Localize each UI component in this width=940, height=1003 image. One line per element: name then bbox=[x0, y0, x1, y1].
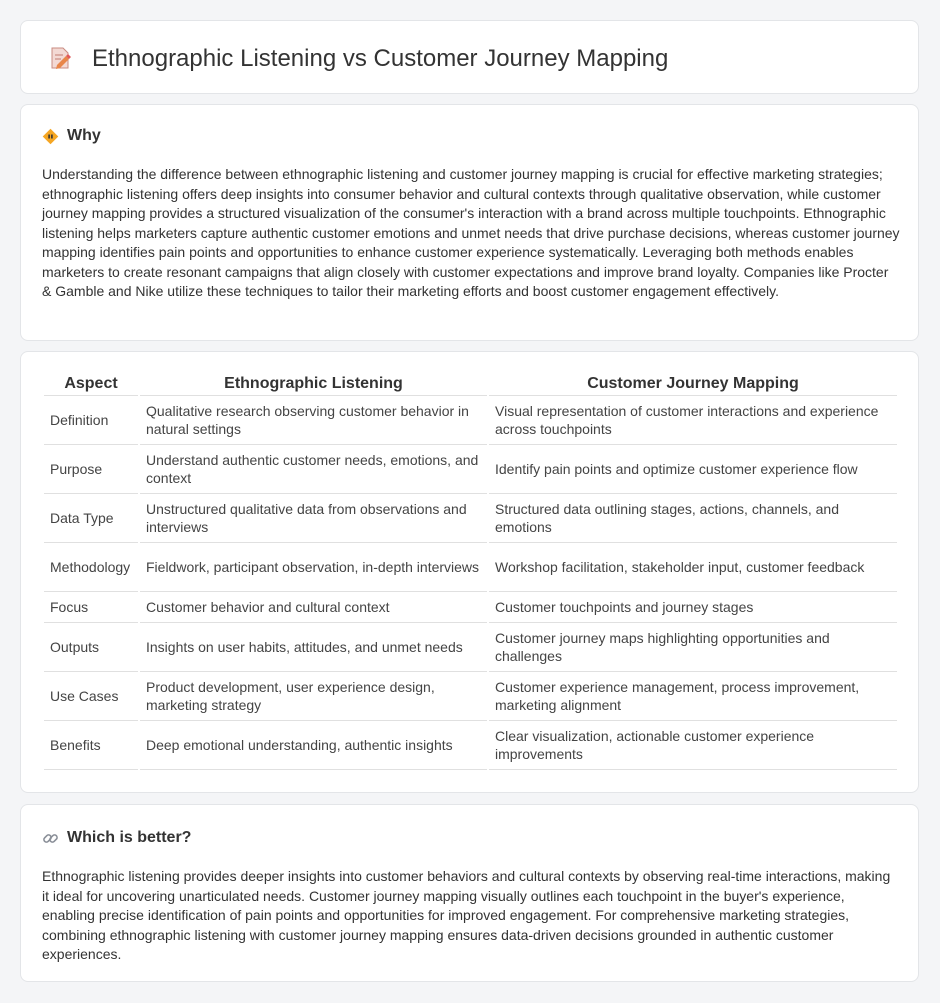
row-ethnographic: Customer behavior and cultural context bbox=[140, 592, 487, 623]
table-header-row bbox=[44, 372, 897, 396]
row-journey: Workshop facilitation, stakeholder input, customer feedback bbox=[489, 543, 897, 592]
table-row bbox=[44, 672, 897, 721]
table-row bbox=[44, 396, 897, 445]
header-card bbox=[20, 20, 919, 94]
row-journey: Customer experience management, process improvement, marketing alignment bbox=[489, 672, 897, 721]
row-aspect: Use Cases bbox=[44, 672, 138, 721]
diamond-sign-icon bbox=[42, 128, 59, 145]
row-aspect: Benefits bbox=[44, 721, 138, 770]
row-ethnographic: Unstructured qualitative data from observations and interviews bbox=[140, 494, 487, 543]
header-aspect: Aspect bbox=[44, 372, 138, 396]
header-customer-journey-mapping: Customer Journey Mapping bbox=[489, 372, 897, 396]
row-journey: Customer touchpoints and journey stages bbox=[489, 592, 897, 623]
row-ethnographic: Product development, user experience design, marketing strategy bbox=[140, 672, 487, 721]
row-aspect: Outputs bbox=[44, 623, 138, 672]
row-ethnographic: Understand authentic customer needs, emotions, and context bbox=[140, 445, 487, 494]
page-title: Ethnographic Listening vs Customer Journey Mapping bbox=[92, 45, 669, 72]
row-journey: Structured data outlining stages, actions, channels, and emotions bbox=[489, 494, 897, 543]
row-journey: Clear visualization, actionable customer experience improvements bbox=[489, 721, 897, 770]
table-row bbox=[44, 592, 897, 623]
table-row bbox=[44, 721, 897, 770]
table-row bbox=[44, 623, 897, 672]
row-ethnographic: Qualitative research observing customer behavior in natural settings bbox=[140, 396, 487, 445]
better-title: Which is better? bbox=[67, 829, 192, 846]
why-section bbox=[20, 104, 919, 341]
row-aspect: Focus bbox=[44, 592, 138, 623]
better-heading bbox=[42, 829, 191, 847]
row-aspect: Data Type bbox=[44, 494, 138, 543]
header-ethnographic-listening: Ethnographic Listening bbox=[140, 372, 487, 396]
table-row bbox=[44, 445, 897, 494]
why-heading bbox=[42, 127, 101, 145]
row-ethnographic: Fieldwork, participant observation, in-depth interviews bbox=[140, 543, 487, 592]
row-ethnographic: Insights on user habits, attitudes, and unmet needs bbox=[140, 623, 487, 672]
table-row bbox=[44, 494, 897, 543]
comparison-table-card bbox=[20, 351, 919, 793]
row-aspect: Purpose bbox=[44, 445, 138, 494]
row-journey: Identify pain points and optimize customer experience flow bbox=[489, 445, 897, 494]
why-title: Why bbox=[67, 127, 101, 144]
row-journey: Customer journey maps highlighting opportunities and challenges bbox=[489, 623, 897, 672]
row-aspect: Methodology bbox=[44, 543, 138, 592]
link-icon bbox=[42, 830, 59, 847]
better-text: Ethnographic listening provides deeper insights into customer behaviors and cultural contexts by observing real-time interactions, making it ideal for uncovering unarticulated needs. Customer journey mapping visually outlines each touchpoint in the buyer's experience, enabling precise identification of pain points and opportunities for improved engagement. For comprehensive marketing strategies, combining ethnographic listening with customer journey mapping ensures data-driven decisions grounded in authentic customer experiences. bbox=[42, 868, 891, 962]
comparison-table bbox=[42, 372, 899, 770]
row-journey: Visual representation of customer interactions and experience across touchpoints bbox=[489, 396, 897, 445]
row-aspect: Definition bbox=[44, 396, 138, 445]
row-ethnographic: Deep emotional understanding, authentic insights bbox=[140, 721, 487, 770]
which-is-better-section bbox=[20, 804, 919, 982]
table-row bbox=[44, 543, 897, 592]
why-text: Understanding the difference between ethnographic listening and customer journey mapping is crucial for effective marketing strategies; ethnographic listening offers deep insights into consumer behavior and cultural contexts through qualitative observation, while customer journey mapping provides a structured visualization of the consumer's interaction with a brand across multiple touchpoints. Ethnographic listening helps marketers capture authentic customer emotions and unmet needs that drive purchase decisions, whereas customer journey mapping identifies pain points and opportunities to enhance customer experience systematically. Leveraging both methods enables marketers to create resonant campaigns that align closely with customer expectations and improve brand loyalty. Companies like Procter & Gamble and Nike utilize these techniques to tailor their marketing efforts and boost customer engagement effectively. bbox=[42, 166, 900, 299]
document-pencil-icon bbox=[47, 45, 73, 71]
